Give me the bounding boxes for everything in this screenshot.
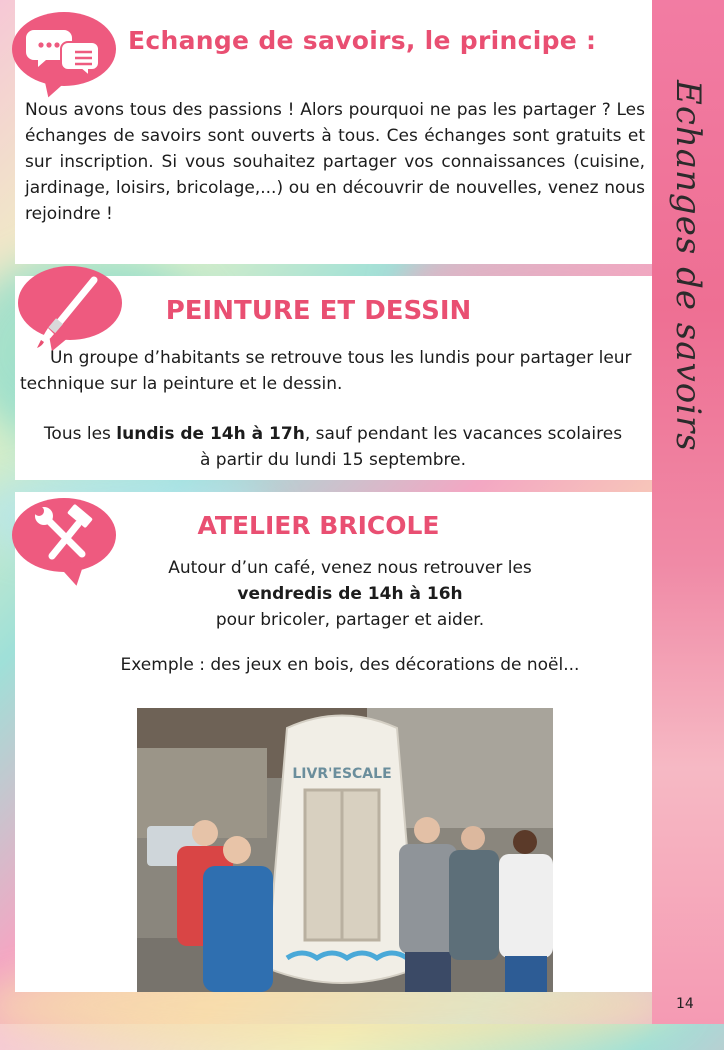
side-title — [652, 0, 724, 1024]
section-principle-title: Echange de savoirs, le principe : — [128, 26, 597, 55]
photo-sign: LIVR'ESCALE — [292, 766, 392, 782]
section-painting-schedule — [20, 421, 646, 473]
chat-bubbles-icon — [12, 12, 116, 86]
schedule-days: lundis de 14h à 17h — [116, 424, 305, 444]
section-diy-body — [0, 555, 700, 633]
section-diy-title: ATELIER BRICOLE — [197, 511, 440, 540]
section-painting-title: PEINTURE ET DESSIN — [165, 296, 472, 326]
page-number: 14 — [676, 996, 694, 1012]
diy-purpose: pour bricoler, partager et aider. — [215, 610, 485, 630]
side-title-text: Echanges de savoirs — [668, 80, 708, 452]
schedule-start-date: à partir du lundi 15 septembre. — [199, 450, 467, 470]
diy-schedule: vendredis de 14h à 16h — [237, 584, 463, 604]
schedule-prefix: Tous les — [43, 424, 117, 444]
diy-example: Exemple : des jeux en bois, des décorations de noël... — [120, 655, 580, 675]
diy-intro: Autour d’un café, venez nous retrouver les — [168, 558, 532, 578]
section-painting-description: Un groupe d’habitants se retrouve tous les lundis pour partager leur technique sur la peinture et le dessin. — [20, 348, 632, 394]
workshop-photo — [137, 708, 553, 992]
section-principle-body: Nous avons tous des passions ! Alors pourquoi ne pas les partager ? Les échanges de savoirs sont ouverts à tous. Ces échanges sont gratuits et sur inscription. Si vous souhaitez partager vos connaissances (cuisine, jardinage, loisirs, bricolage,...) ou en découvrir de nouvelles, venez nous rejoindre ! — [25, 100, 645, 224]
section-painting-body — [20, 345, 646, 397]
schedule-suffix: , sauf pendant les vacances scolaires — [304, 424, 623, 444]
